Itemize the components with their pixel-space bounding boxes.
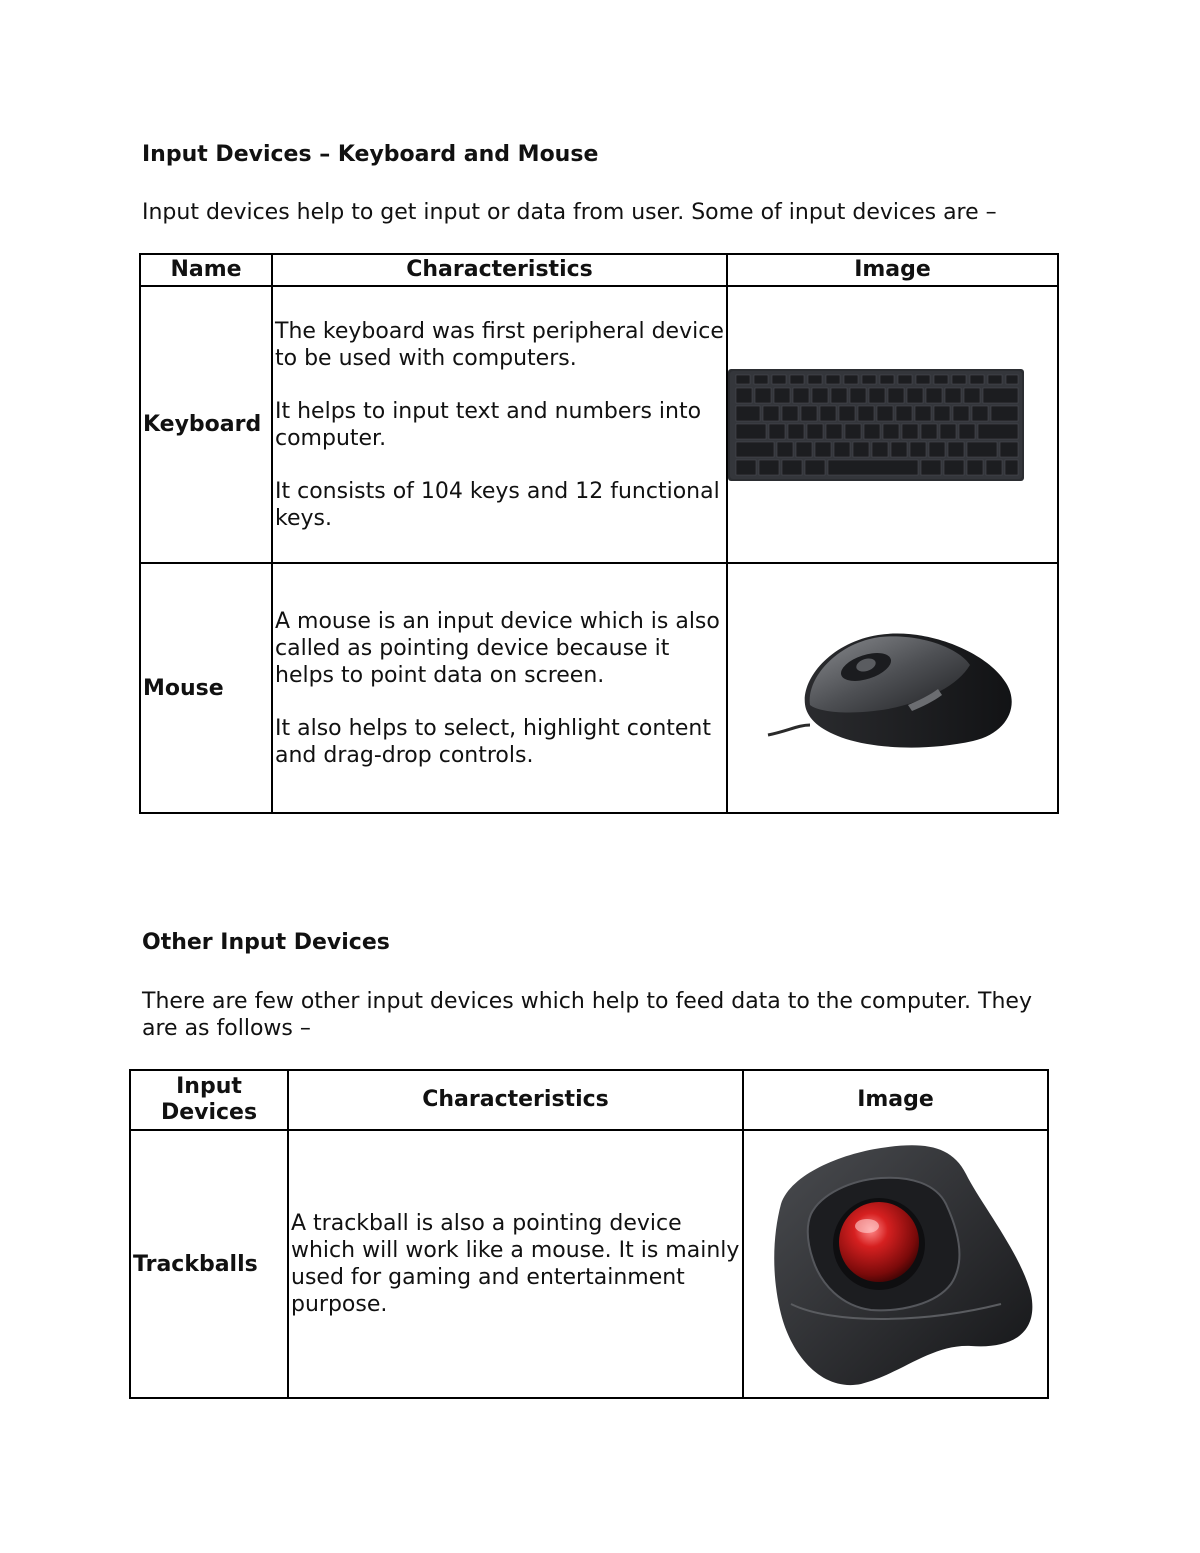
row-image-cell: [743, 1130, 1048, 1398]
row-image-cell: [727, 563, 1058, 813]
row-characteristics: [272, 563, 727, 813]
table-header-row: [140, 254, 1058, 286]
input-devices-table: [139, 253, 1059, 814]
row-image-cell: [727, 286, 1058, 563]
header-characteristics: Characteristics: [272, 254, 727, 286]
row-characteristics: [272, 286, 727, 563]
characteristic-text: It also helps to select, highlight content and drag-drop controls.: [275, 715, 712, 768]
table-header-row: [130, 1070, 1048, 1130]
characteristic-text: It helps to input text and numbers into computer.: [275, 398, 702, 451]
row-characteristics: [288, 1130, 743, 1398]
keyboard-image: [728, 367, 1024, 483]
section1-heading: Input Devices – Keyboard and Mouse: [142, 142, 599, 167]
header-image: Image: [743, 1070, 1048, 1130]
trackball-image: [751, 1134, 1041, 1394]
mouse-image: [758, 613, 1028, 763]
characteristic-text: It consists of 104 keys and 12 functional keys.: [275, 478, 720, 531]
header-image: Image: [727, 254, 1058, 286]
table-row-keyboard: [140, 286, 1058, 563]
characteristic-text: A trackball is also a pointing device which will work like a mouse. It is mainly used for gaming and entertainment purpose.: [291, 1211, 740, 1317]
section1-intro: Input devices help to get input or data from user. Some of input devices are –: [142, 200, 997, 225]
table-row-trackballs: [130, 1130, 1048, 1398]
characteristic-text: The keyboard was first peripheral device to be used with computers.: [275, 318, 724, 371]
section2-heading: Other Input Devices: [142, 930, 390, 955]
header-name: Name: [140, 254, 272, 286]
header-characteristics: Characteristics: [288, 1070, 743, 1130]
section2-intro: There are few other input devices which help to feed data to the computer. They are as follows –: [142, 989, 1032, 1041]
row-name: Mouse: [140, 563, 272, 813]
row-name: Trackballs: [130, 1130, 288, 1398]
header-input-devices: Input Devices: [130, 1070, 288, 1130]
table-row-mouse: [140, 563, 1058, 813]
characteristic-text: A mouse is an input device which is also called as pointing device because it helps to point data on screen.: [275, 608, 720, 688]
other-input-devices-table: [129, 1069, 1049, 1399]
row-name: Keyboard: [140, 286, 272, 563]
